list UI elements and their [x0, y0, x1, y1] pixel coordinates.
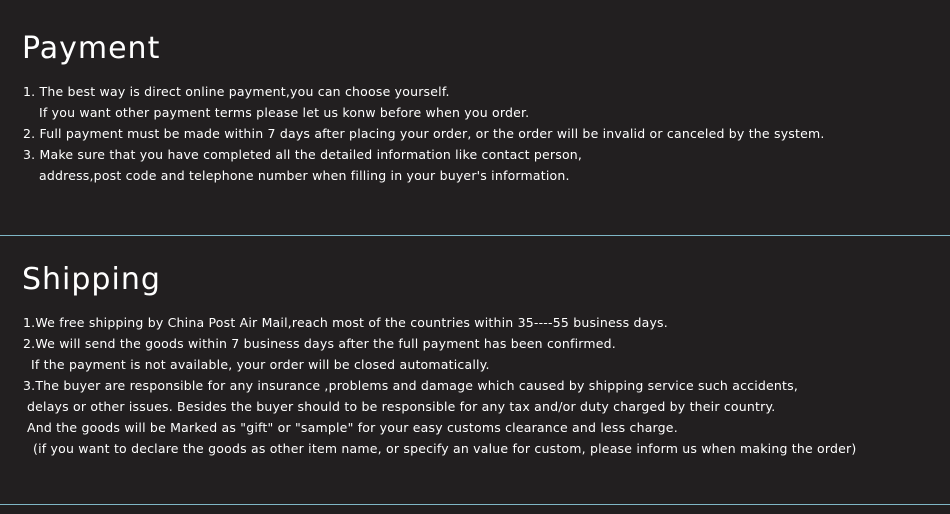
payment-section [0, 0, 950, 235]
payment-title: Payment [22, 31, 161, 66]
payment-line-3: 2. Full payment must be made within 7 days after placing your order, or the order will be invalid or canceled by the system. [23, 126, 825, 141]
payment-line-2: If you want other payment terms please let us konw before when you order. [39, 105, 530, 120]
bottom-divider [0, 504, 950, 505]
payment-line-1: 1. The best way is direct online payment,you can choose yourself. [23, 84, 450, 99]
shipping-section [0, 236, 950, 504]
payment-line-5: address,post code and telephone number when filling in your buyer's information. [39, 168, 570, 183]
shipping-line-4: 3.The buyer are responsible for any insurance ,problems and damage which caused by shipping service such accidents, [23, 378, 799, 393]
shipping-line-3: If the payment is not available, your order will be closed automatically. [31, 357, 490, 372]
payment-line-4: 3. Make sure that you have completed all the detailed information like contact person, [23, 147, 583, 162]
shipping-line-1: 1.We free shipping by China Post Air Mail,reach most of the countries within 35----55 business days. [23, 315, 668, 330]
shipping-line-7: (if you want to declare the goods as other item name, or specify an value for custom, please inform us when making the order) [33, 441, 857, 456]
shipping-line-2: 2.We will send the goods within 7 business days after the full payment has been confirmed. [23, 336, 616, 351]
shipping-line-5: delays or other issues. Besides the buyer should to be responsible for any tax and/or duty charged by their country. [27, 399, 776, 414]
shipping-title: Shipping [22, 262, 161, 297]
shipping-line-6: And the goods will be Marked as "gift" or "sample" for your easy customs clearance and less charge. [27, 420, 678, 435]
